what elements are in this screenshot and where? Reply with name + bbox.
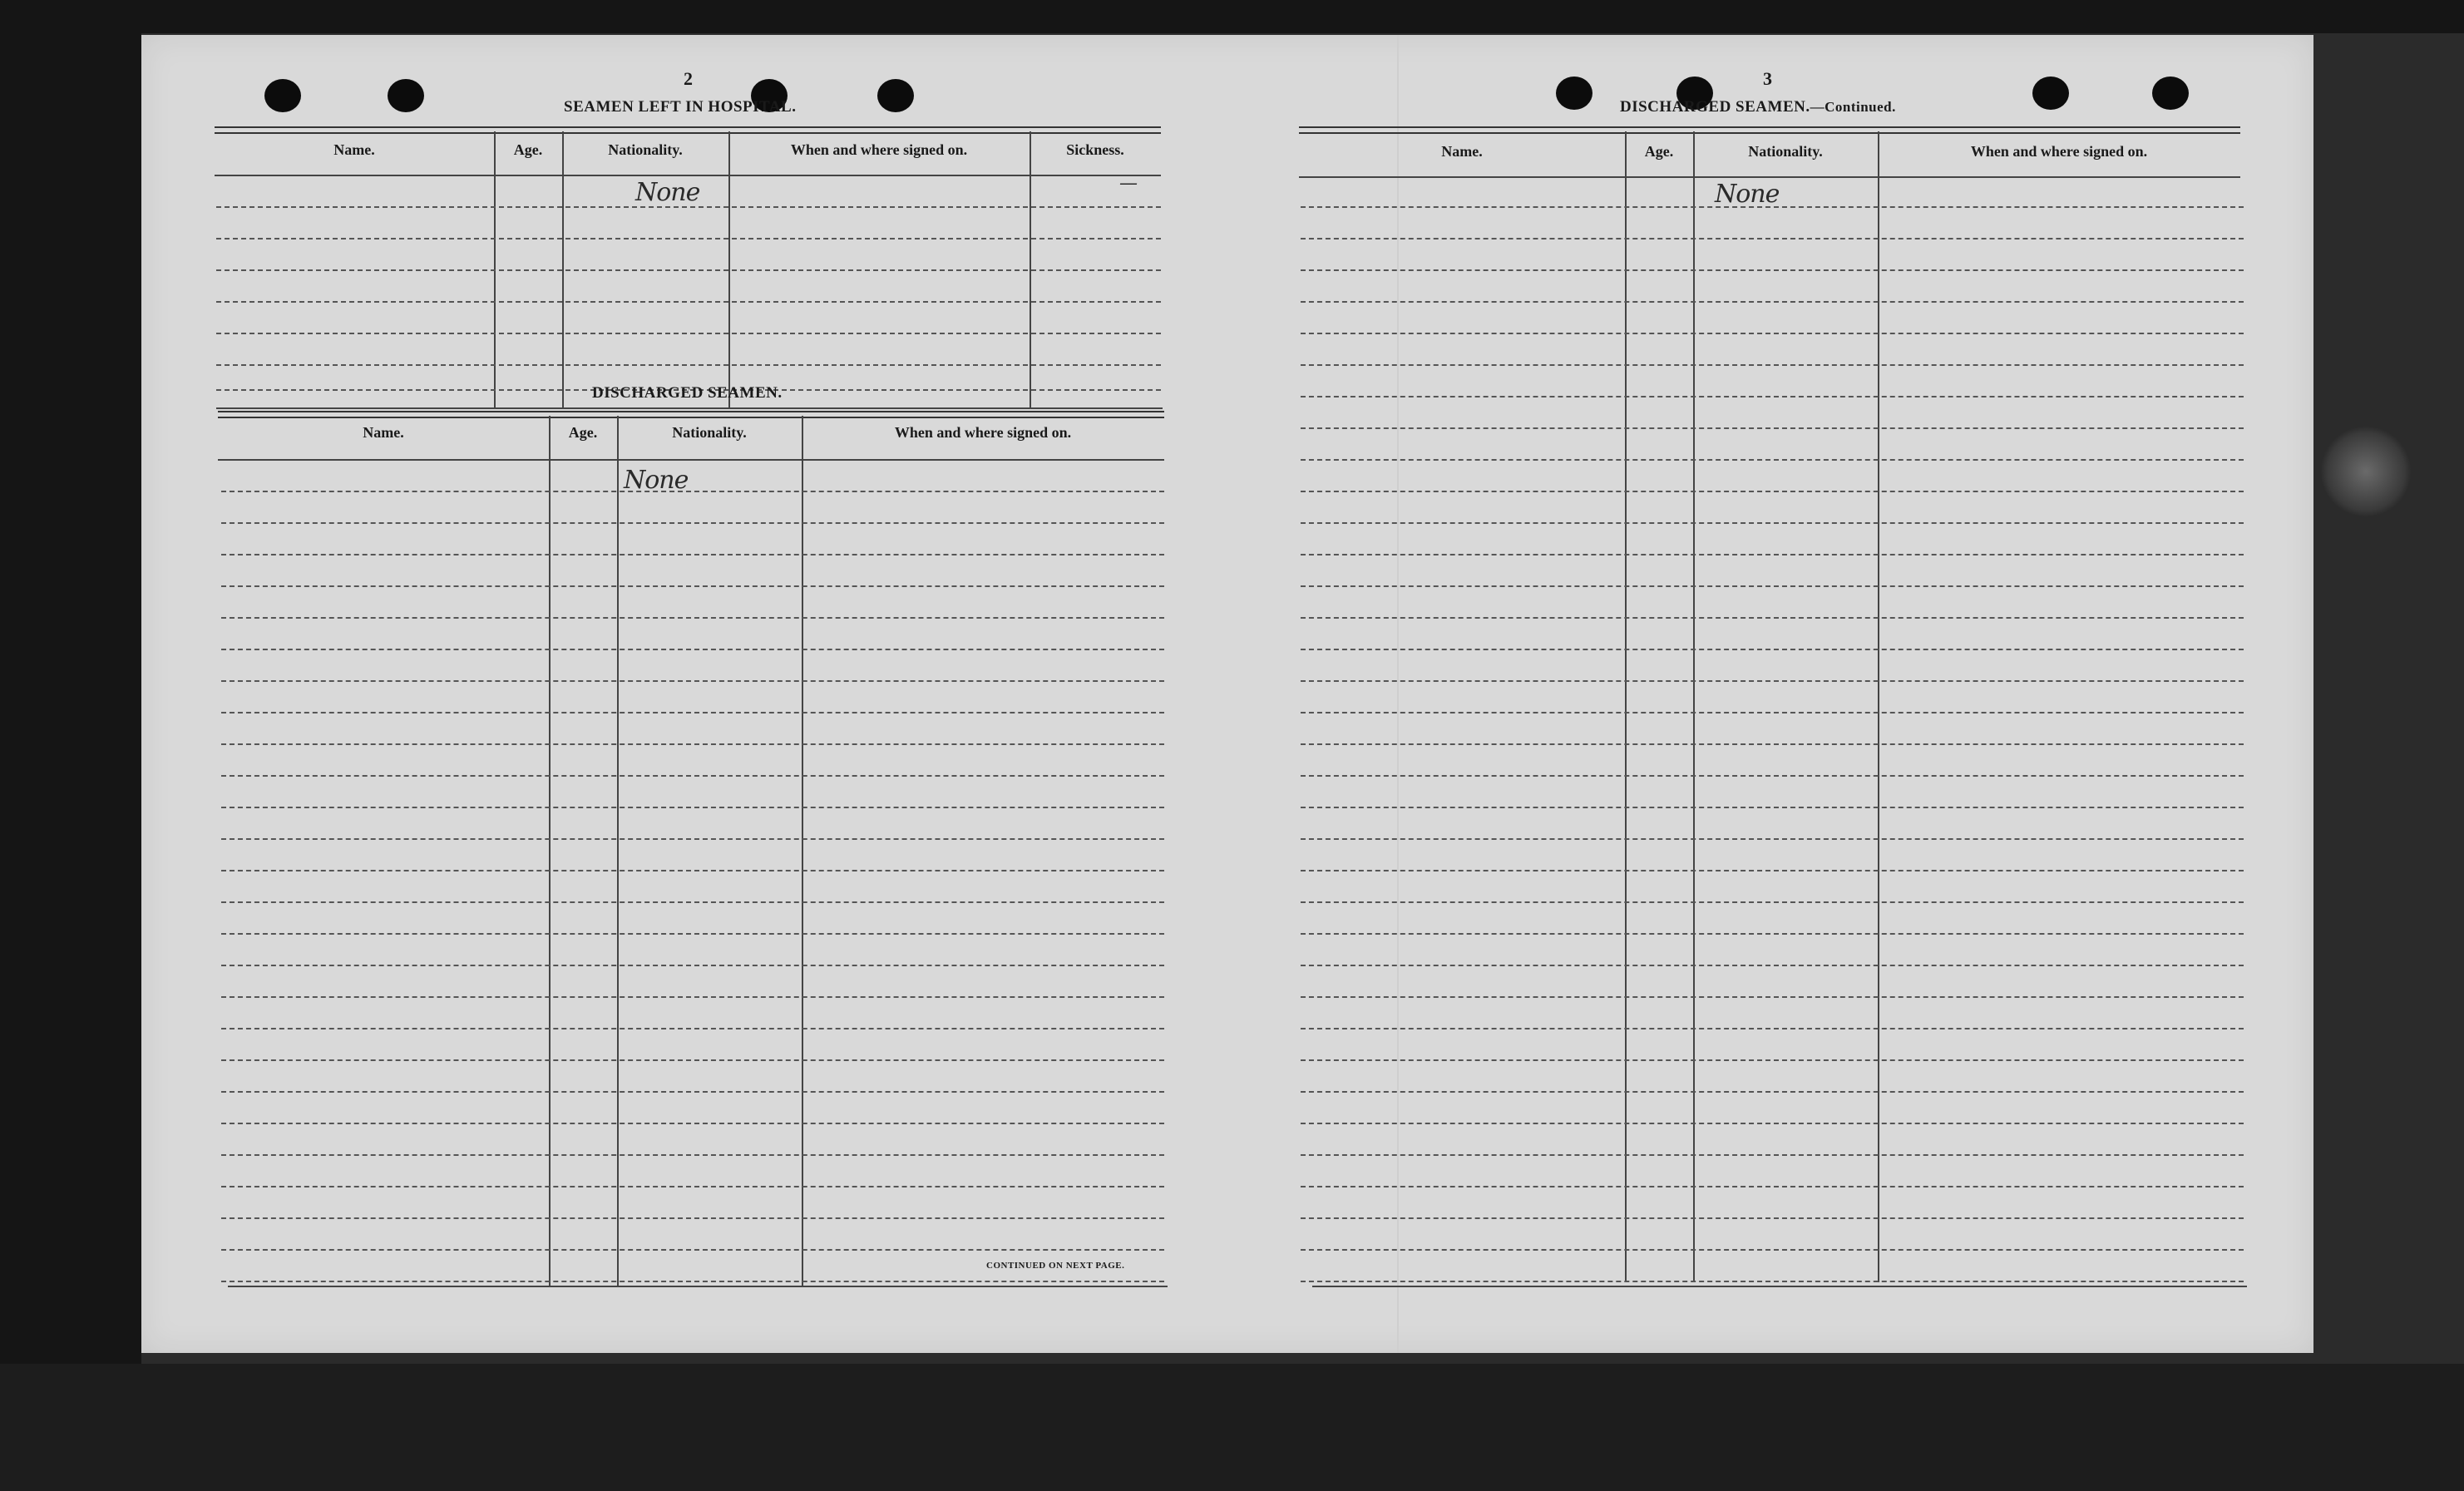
discharged-divider: [549, 416, 551, 1287]
ledger-row-line: [1301, 1281, 2244, 1282]
ledger-row-line: [221, 712, 1164, 713]
ledger-row-line: [221, 1281, 1164, 1282]
ledger-row-line: [1301, 743, 2244, 745]
ledger-row-line: [221, 1154, 1164, 1156]
page-number-left: 2: [684, 68, 693, 89]
punch-hole: [388, 79, 424, 112]
ledger-row-line: [221, 1123, 1164, 1124]
discharged-col-signed-on: When and where signed on.: [894, 424, 1072, 441]
discharged-section-title: DISCHARGED SEAMEN.: [592, 384, 783, 402]
ledger-row-line: [1301, 333, 2244, 334]
ledger-row-line: [221, 1249, 1164, 1251]
ledger-row-line: [1301, 996, 2244, 998]
ledger-row-line: [1301, 396, 2244, 397]
hospital-handwritten-entry: None: [635, 178, 700, 207]
discharged-col-name: Name.: [363, 424, 404, 441]
hospital-section-title: SEAMEN LEFT IN HOSPITAL.: [564, 98, 797, 116]
right-divider: [1878, 131, 1879, 1282]
ledger-row-line: [1301, 965, 2244, 966]
right-top-rule: [1299, 126, 2240, 134]
hospital-col-nationality: Nationality.: [608, 141, 683, 158]
ledger-row-line: [1301, 712, 2244, 713]
ledger-row-line: [1301, 838, 2244, 840]
punch-hole: [2152, 77, 2189, 110]
continued-note: CONTINUED ON NEXT PAGE.: [986, 1261, 1125, 1271]
ledger-row-line: [1301, 1217, 2244, 1219]
sickness-mark: —: [1119, 173, 1137, 194]
hospital-top-rule: [215, 126, 1161, 134]
ledger-row-line: [1301, 491, 2244, 492]
ledger-row-line: [1301, 1028, 2244, 1029]
discharged-bottom-rule: [228, 1286, 1168, 1287]
ledger-row-line: [221, 870, 1164, 871]
ledger-row-line: [221, 649, 1164, 650]
ledger-row-line: [221, 1028, 1164, 1029]
ledger-row-line: [221, 585, 1164, 587]
ledger-row-line: [1301, 585, 2244, 587]
ledger-row-line: [221, 743, 1164, 745]
discharged-divider: [802, 416, 803, 1287]
right-col-signed-on: When and where signed on.: [1970, 143, 2148, 160]
ledger-row-line: [1301, 933, 2244, 935]
punch-hole: [1556, 77, 1592, 110]
hospital-row-line: [216, 269, 1161, 271]
discharged-col-nationality: Nationality.: [672, 424, 747, 441]
ledger-row-line: [1301, 775, 2244, 777]
hospital-col-age: Age.: [513, 141, 543, 158]
right-title-continued: —Continued.: [1810, 99, 1896, 115]
discharged-handwritten-entry: None: [624, 466, 689, 495]
right-header-rule: [1299, 176, 2240, 178]
ledger-row-line: [1301, 554, 2244, 555]
ledger-row-line: [221, 1091, 1164, 1093]
ledger-row-line: [221, 933, 1164, 935]
right-title-main: DISCHARGED SEAMEN.: [1620, 98, 1810, 116]
ledger-row-line: [1301, 901, 2244, 903]
ledger-row-line: [221, 965, 1164, 966]
ledger-row-line: [1301, 807, 2244, 808]
ledger-row-line: [1301, 649, 2244, 650]
ledger-row-line: [1301, 870, 2244, 871]
ledger-row-line: [221, 522, 1164, 524]
ledger-row-line: [1301, 427, 2244, 429]
ledger-row-line: [1301, 1154, 2244, 1156]
ledger-row-line: [1301, 522, 2244, 524]
ledger-row-line: [1301, 1059, 2244, 1061]
ledger-row-line: [1301, 238, 2244, 239]
right-col-name: Name.: [1441, 143, 1483, 160]
punch-hole: [877, 79, 914, 112]
right-col-age: Age.: [1644, 143, 1674, 160]
discharged-header-rule: [218, 459, 1164, 461]
right-bottom-rule: [1312, 1286, 2247, 1287]
ledger-row-line: [221, 838, 1164, 840]
page-number-right: 3: [1763, 68, 1772, 89]
discharged-divider: [617, 416, 619, 1287]
ledger-row-line: [1301, 364, 2244, 366]
hospital-row-line: [216, 333, 1161, 334]
hospital-header-rule: [215, 175, 1161, 176]
ledger-row-line: [1301, 617, 2244, 619]
discharged-top-rule: [218, 411, 1164, 418]
scan-border-top: [0, 0, 2464, 33]
ledger-row-line: [1301, 1186, 2244, 1187]
ledger-row-line: [221, 1217, 1164, 1219]
ledger-row-line: [221, 775, 1164, 777]
punch-hole: [2032, 77, 2069, 110]
ledger-row-line: [221, 996, 1164, 998]
ledger-row-line: [221, 680, 1164, 682]
ledger-row-line: [1301, 1123, 2244, 1124]
ledger-row-line: [1301, 1249, 2244, 1251]
ledger-row-line: [221, 617, 1164, 619]
document-sheet: [141, 35, 2313, 1353]
hospital-col-name: Name.: [333, 141, 375, 158]
ledger-row-line: [1301, 1091, 2244, 1093]
scan-border-bottom: [0, 1364, 2464, 1491]
stain-mark: [2320, 426, 2412, 517]
hospital-col-signed-on: When and where signed on.: [790, 141, 968, 158]
ledger-row-line: [221, 901, 1164, 903]
ledger-row-line: [1301, 459, 2244, 461]
ledger-row-line: [1301, 269, 2244, 271]
ledger-row-line: [221, 491, 1164, 492]
ledger-row-line: [221, 1059, 1164, 1061]
hospital-row-line: [216, 364, 1161, 366]
ledger-row-line: [221, 807, 1164, 808]
ledger-row-line: [1301, 680, 2244, 682]
right-handwritten-entry: None: [1715, 180, 1780, 209]
right-section-title: [1620, 98, 1896, 116]
scan-border-left: [0, 0, 141, 1491]
ledger-row-line: [221, 1186, 1164, 1187]
hospital-bottom-rule: [216, 407, 1163, 409]
punch-hole: [264, 79, 301, 112]
discharged-col-age: Age.: [568, 424, 598, 441]
hospital-row-line: [216, 238, 1161, 239]
ledger-row-line: [221, 554, 1164, 555]
right-divider: [1693, 131, 1695, 1282]
right-col-nationality: Nationality.: [1748, 143, 1823, 160]
ledger-row-line: [1301, 301, 2244, 303]
hospital-col-sickness: Sickness.: [1066, 141, 1124, 158]
hospital-row-line: [216, 301, 1161, 303]
right-divider: [1625, 131, 1627, 1282]
